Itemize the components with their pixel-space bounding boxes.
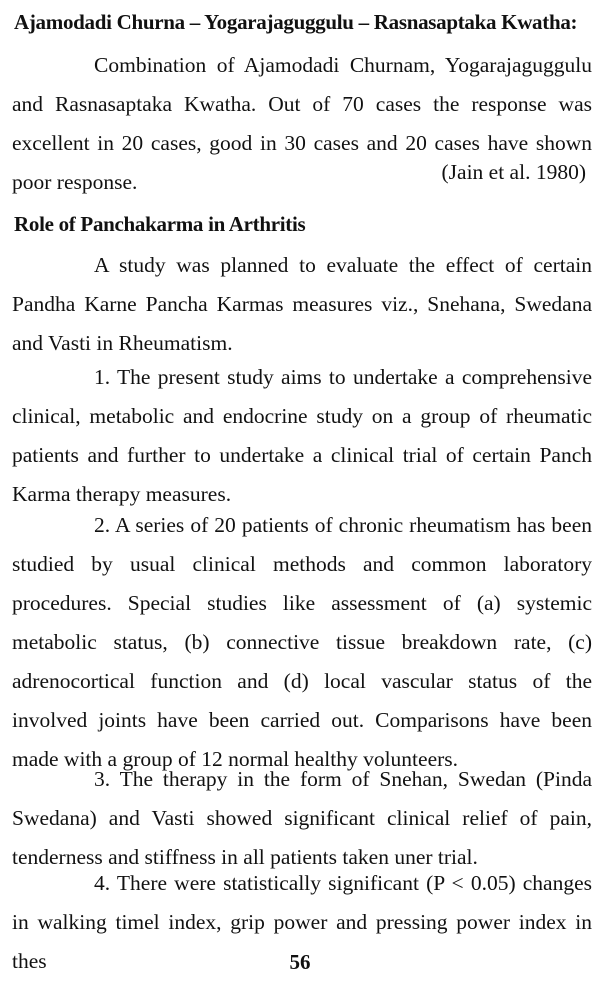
paragraph-point-2-text: 2. A series of 20 patients of chronic rheumatism has been studied by usual clinical methods and common laboratory procedures. Special studies like assessment of (a) systemic metabolic status, (b) connective tissue breakdown rate, (c) adrenocortical function and (d) local vascular status of the involved joints have been carried out. Comparisons have been made with a group of 12 normal healthy volunteers. — [12, 513, 592, 771]
paragraph-point-3 — [12, 760, 592, 877]
paragraph-study-intro-text: A study was planned to evaluate the effect of certain Pandha Karne Pancha Karmas measures viz., Snehana, Swedana and Vasti in Rheumatism. — [12, 253, 592, 355]
paragraph-study-intro — [12, 246, 592, 363]
paragraph-combination-text: Combination of Ajamodadi Churnam, Yogarajaguggulu and Rasnasaptaka Kwatha. Out of 70 cases the response was excellent in 20 cases, good in 30 cases and 20 cases have shown poor response. — [12, 53, 592, 194]
paragraph-point-1-text: 1. The present study aims to undertake a comprehensive clinical, metabolic and endocrine study on a group of rheumatic patients and further to undertake a clinical trial of certain Panch Karma therapy measures. — [12, 365, 592, 506]
paragraph-point-2 — [12, 506, 592, 779]
paragraph-point-1 — [12, 358, 592, 514]
page-number: 56 — [289, 950, 311, 974]
paragraph-point-4-text: 4. There were statistically significant (P < 0.05) changes in walking timel index, grip power and pressing power index in thes — [12, 871, 592, 973]
paragraph-point-3-text: 3. The therapy in the form of Snehan, Swedan (Pinda Swedana) and Vasti showed significant clinical relief of pain, tenderness and stiffness in all patients taken uner trial. — [12, 767, 592, 869]
section-heading-panchakarma: Role of Panchakarma in Arthritis — [14, 212, 306, 236]
citation: (Jain et al. 1980) — [441, 160, 586, 184]
section-heading-ajamodadi: Ajamodadi Churna – Yogarajaguggulu – Rasnasaptaka Kwatha: — [14, 10, 578, 34]
